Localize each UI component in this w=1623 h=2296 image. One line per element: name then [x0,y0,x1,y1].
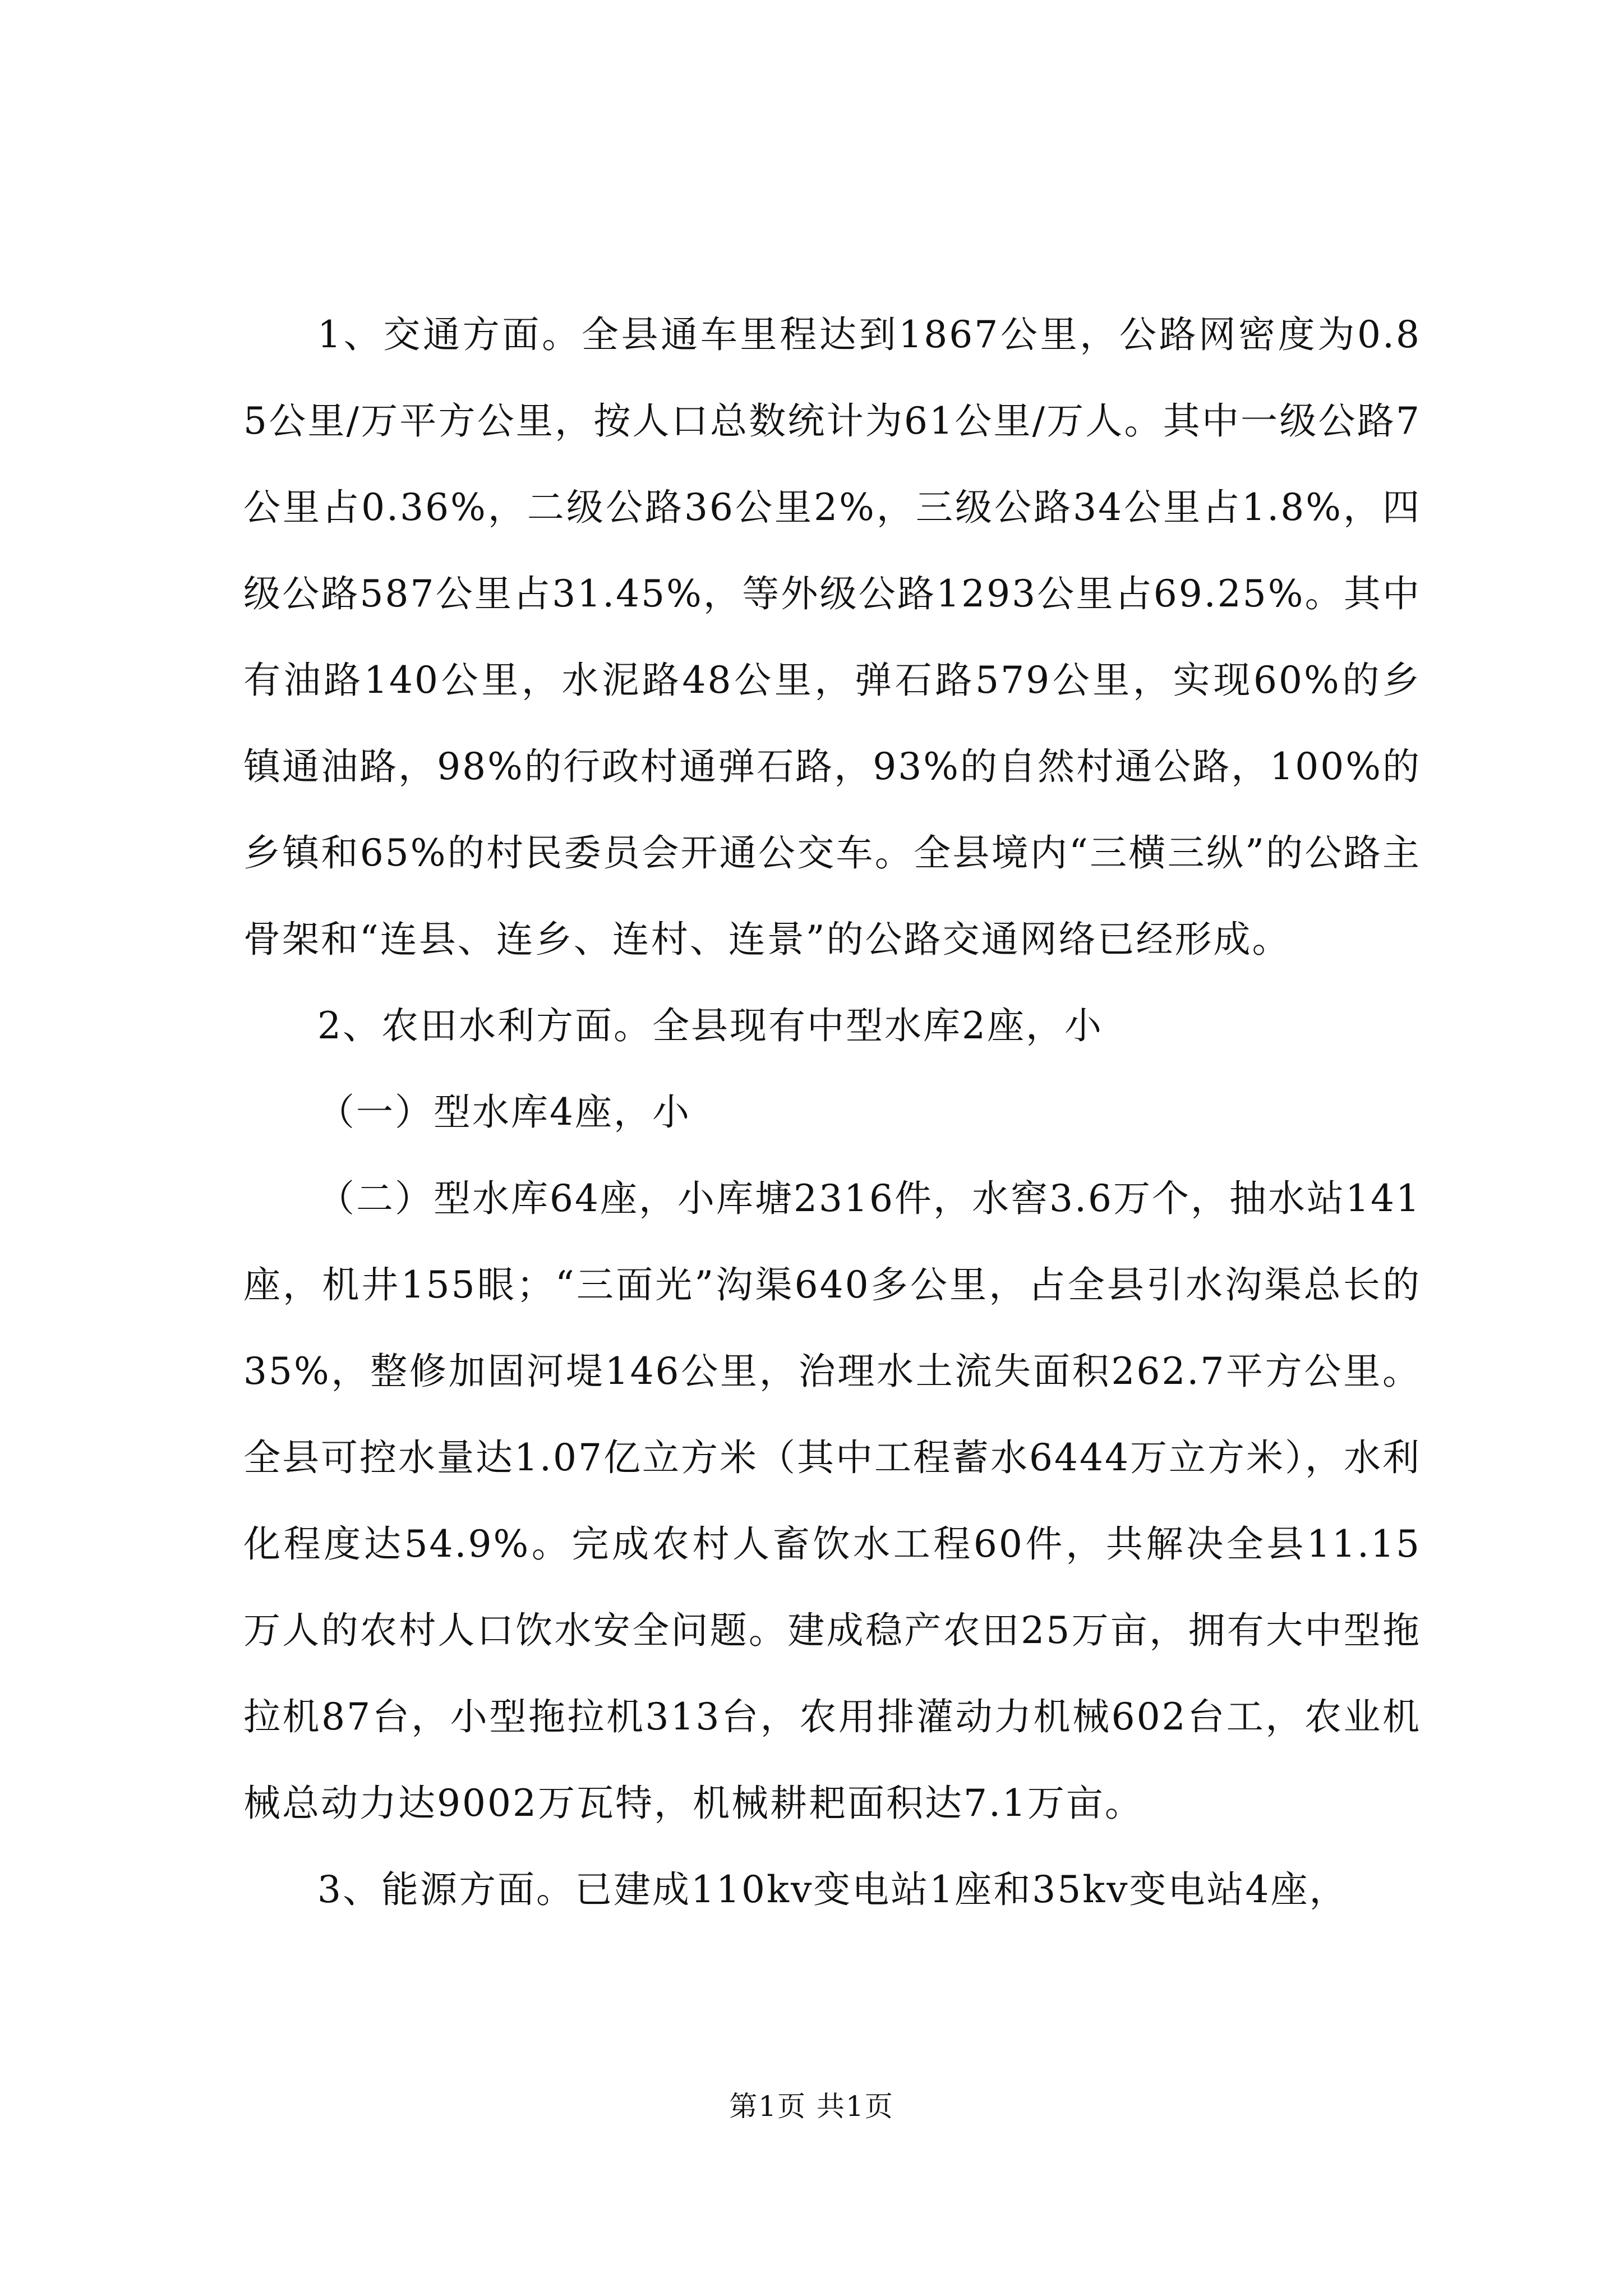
paragraph-irrigation-intro: 2、农田水利方面。全县现有中型水库2座，小 [317,1004,1103,1047]
paragraph-small-reservoir-type-2: （二）型水库64座，小库塘2316件，水窖3.6万个，抽水站141座，机井155眼；“三面光”沟渠640多公里，占全县引水沟渠总长的35%，整修加固河堤146公里，治理水土流失面积262.7平方公里。全县可控水量达1.07亿立方米（其中工程蓄水6444万立方米），水利化程度达54.9%。完成农村人畜饮水工程60件，共解决全县11.15万人的农村人口饮水安全问题。建成稳产农田25万亩，拥有大中型拖拉机87台，小型拖拉机313台，农用排灌动力机械602台工，农业机械总动力达9002万瓦特，机械耕耙面积达7.1万亩。 [243,1177,1421,1825]
page-footer: 第1页 共1页 [729,2090,894,2123]
document-body [243,292,1421,1933]
paragraph-small-reservoir-type-1: （一）型水库4座，小 [317,1091,691,1134]
paragraph-energy: 3、能源方面。已建成110kv变电站1座和35kv变电站4座， [317,1868,1348,1911]
paragraph-transportation: 1、交通方面。全县通车里程达到1867公里，公路网密度为0.85公里/万平方公里，按人口总数统计为61公里/万人。其中一级公路7公里占0.36%，二级公路36公里2%，三级公路34公里占1.8%，四级公路587公里占31.45%，等外级公路1293公里占69.25%。其中有油路140公里，水泥路48公里，弹石路579公里，实现60%的乡镇通油路，98%的行政村通弹石路，93%的自然村通公路，100%的乡镇和65%的村民委员会开通公交车。全县境内“三横三纵”的公路主骨架和“连县、连乡、连村、连景”的公路交通网络已经形成。 [243,313,1421,961]
